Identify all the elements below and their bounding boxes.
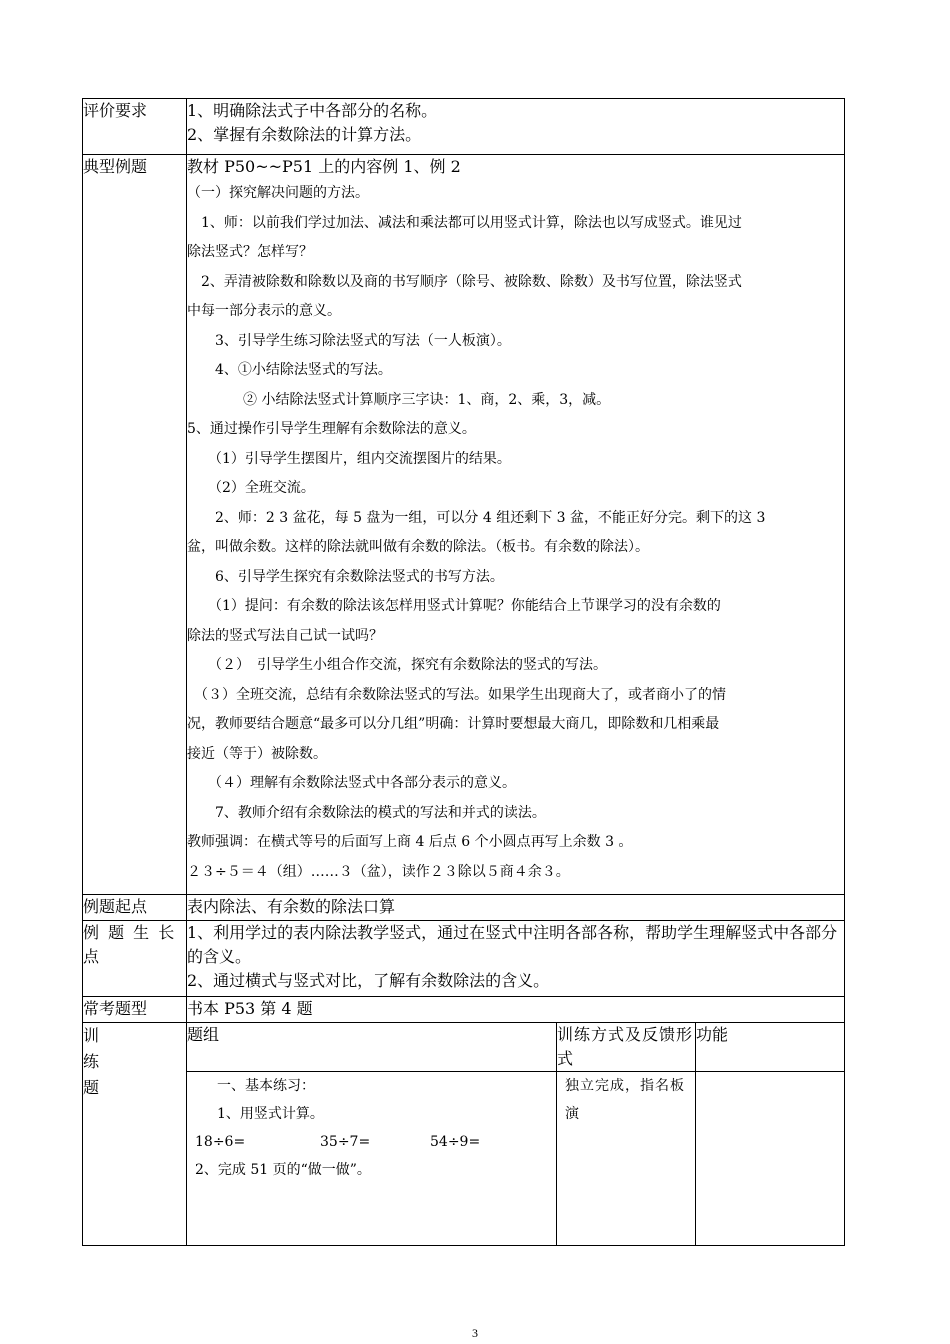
header-group: 题组 — [187, 1023, 557, 1072]
training-content — [187, 1023, 845, 1246]
eval-line: 1、明确除法式子中各部分的名称。 — [187, 101, 438, 120]
example-content — [187, 155, 845, 895]
page-number: 3 — [472, 1326, 478, 1340]
growth-label: 例 题 生 长 点 — [83, 921, 187, 997]
growth-row — [83, 921, 845, 997]
example-line: （1）提问：有余数的除法该怎样用竖式计算呢？你能结合上节课学习的没有余数的 — [187, 598, 721, 614]
start-label: 例题起点 — [83, 895, 187, 921]
common-label: 常考题型 — [83, 997, 187, 1023]
training-item: 2、完成 51 页的“做一做”。 — [195, 1162, 371, 1178]
training-items — [187, 1072, 557, 1246]
growth-content — [187, 921, 845, 997]
example-line: 6、引导学生探究有余数除法竖式的书写方法。 — [187, 568, 504, 585]
example-line: 教师强调：在横式等号的后面写上商 4 后点 6 个小圆点再写上余数 3 。 — [187, 834, 633, 850]
calc-item: 35÷7= — [320, 1134, 371, 1150]
common-content: 书本 P53 第 4 题 — [187, 997, 845, 1023]
example-line: 3、引导学生练习除法竖式的写法（一人板演）。 — [187, 332, 511, 349]
training-item: 1、用竖式计算。 — [217, 1106, 324, 1122]
header-function: 功能 — [696, 1023, 845, 1072]
start-content: 表内除法、有余数的除法口算 — [187, 895, 845, 921]
example-line: （３）全班交流，总结有余数除法竖式的写法。如果学生出现商大了，或者商小了的情 — [187, 686, 726, 703]
eval-row — [83, 99, 845, 155]
example-line: 2、弄清被除数和除数以及商的书写顺序（除号、被除数、除数）及书写位置，除法竖式 — [187, 273, 742, 290]
example-line: 中每一部分表示的意义。 — [187, 303, 341, 319]
training-body-row — [187, 1072, 845, 1246]
calc-line — [195, 1128, 550, 1156]
calc-item: 54÷9= — [430, 1134, 481, 1150]
eval-label: 评价要求 — [83, 99, 187, 155]
example-line: 5、通过操作引导学生理解有余数除法的意义。 — [187, 421, 476, 437]
training-header-row — [187, 1023, 845, 1072]
example-row — [83, 155, 845, 895]
example-line: ２３÷５＝４（组）……３（盆），读作２３除以５商４余３。 — [187, 863, 570, 880]
growth-line: 2、通过横式与竖式对比，了解有余数除法的含义。 — [187, 971, 550, 990]
example-line: （2）全班交流。 — [187, 480, 315, 496]
example-line: ② 小结除法竖式计算顺序三字诀：1、商，2、乘，3，减。 — [187, 391, 611, 408]
training-label-char: 训 — [83, 1026, 100, 1045]
training-label-char: 练 — [83, 1052, 100, 1071]
example-line: 接近（等于）被除数。 — [187, 745, 327, 762]
training-label — [83, 1023, 187, 1246]
example-line: 除法的竖式写法自己试一试吗？ — [187, 627, 383, 644]
start-row — [83, 895, 845, 921]
example-line: （２） 引导学生小组合作交流，探究有余数除法的竖式的写法。 — [187, 657, 607, 673]
training-label-char: 题 — [83, 1078, 100, 1097]
example-line: 1、师：以前我们学过加法、减法和乘法都可以用竖式计算，除法也以写成竖式。谁见过 — [187, 214, 742, 231]
growth-line: 1、利用学过的表内除法教学竖式，通过在竖式中注明各部各称，帮助学生理解竖式中各部分的含义。 — [187, 923, 838, 966]
example-line: 况，教师要结合题意“最多可以分几组”明确：计算时要想最大商几，即除数和几相乘最 — [187, 716, 720, 732]
example-line: 2、师：2 3 盆花，每 5 盘为一组，可以分 4 组还剩下 3 盆，不能正好分完。剩下的这 3 — [187, 509, 766, 526]
training-row — [83, 1023, 845, 1246]
training-method: 独立完成，指名板演 — [557, 1072, 696, 1246]
example-label: 典型例题 — [83, 155, 187, 895]
calc-item: 18÷6= — [195, 1134, 246, 1150]
example-line: （1）引导学生摆图片，组内交流摆图片的结果。 — [187, 450, 511, 467]
example-line: 教材 P50~~P51 上的内容例 1、例 2 — [187, 157, 461, 176]
lesson-table — [82, 98, 845, 1246]
training-table — [186, 1022, 845, 1246]
example-line: 除法竖式？怎样写？ — [187, 244, 313, 260]
common-row — [83, 997, 845, 1023]
example-line: （４）理解有余数除法竖式中各部分表示的意义。 — [187, 775, 516, 791]
training-function — [696, 1072, 845, 1246]
training-item: 一、基本练习： — [217, 1078, 315, 1094]
example-line: （一）探究解决问题的方法。 — [187, 185, 369, 201]
example-line: 盆，叫做余数。这样的除法就叫做有余数的除法。（板书。有余数的除法）。 — [187, 539, 649, 555]
example-line: 4、①小结除法竖式的写法。 — [187, 362, 392, 378]
example-line: 7、教师介绍有余数除法的模式的写法和并式的读法。 — [187, 804, 546, 821]
eval-content — [187, 99, 845, 155]
header-method: 训练方式及反馈形式 — [557, 1023, 696, 1072]
eval-line: 2、掌握有余数除法的计算方法。 — [187, 125, 422, 144]
